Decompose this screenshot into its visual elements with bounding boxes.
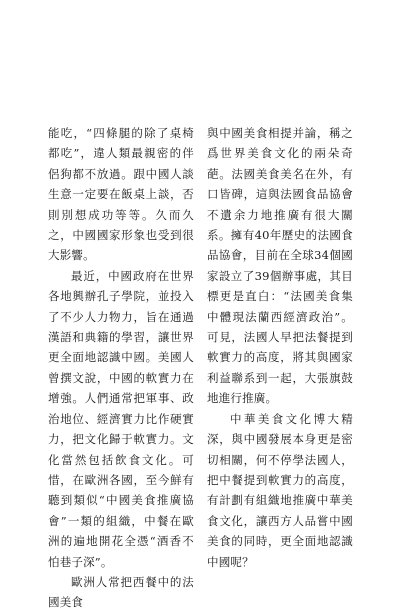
right-paragraph-1: 與中國美食相提并論，稱之爲世界美食文化的兩朵奇葩。法國美食美名在外，有口皆碑，這與法國食品協會不遺余力地推廣有很大關系。擁有40年歷史的法國食品協會，目前在全球34個國家設立了39個辦事處，其目標更是直白：“法國美食集中體現法蘭西經濟政治”。可見，法國人早把法餐提到軟實力的高度，將其與國家利益聯系到一起，大張旗鼓地進行推廣。 (207, 126, 353, 406)
left-paragraph-1: 能吃，“四條腿的除了桌椅都吃”，違人類最親密的伴侶狗都不放過。跟中國人談生意一定要在飯桌上談，否則別想成功等等。久而久之，中國國家形象也受到很大影響。 (48, 126, 194, 263)
left-paragraph-3: 歐洲人常把西餐中的法國美食 (48, 574, 194, 610)
left-column (48, 123, 194, 613)
right-column (207, 123, 353, 572)
left-paragraph-2: 最近，中國政府在世界各地興辦孔子學院，並投入了不少人力物力，旨在通過漢語和典籍的學習，讓世界更全面地認識中國。美國人曾撰文說，中國的軟實力在增強。人們通常把軍事、政治地位、經濟實力比作硬實力，把文化歸于軟實力。文化當然包括飲食文化。可惜，在歐洲各國，至今鮮有聽到類似“中國美食推廣協會”一類的組織，中餐在歐洲的遍地開花全憑“酒香不怕巷子深”。 (48, 268, 194, 569)
right-paragraph-2: 中華美食文化博大精深，與中國發展本身更是密切相關，何不停學法國人，把中餐提到軟實力的高度，有計劃有組織地推廣中華美食文化，讓西方人品嘗中國美食的同時，更全面地認識中國呢？ (207, 411, 353, 569)
